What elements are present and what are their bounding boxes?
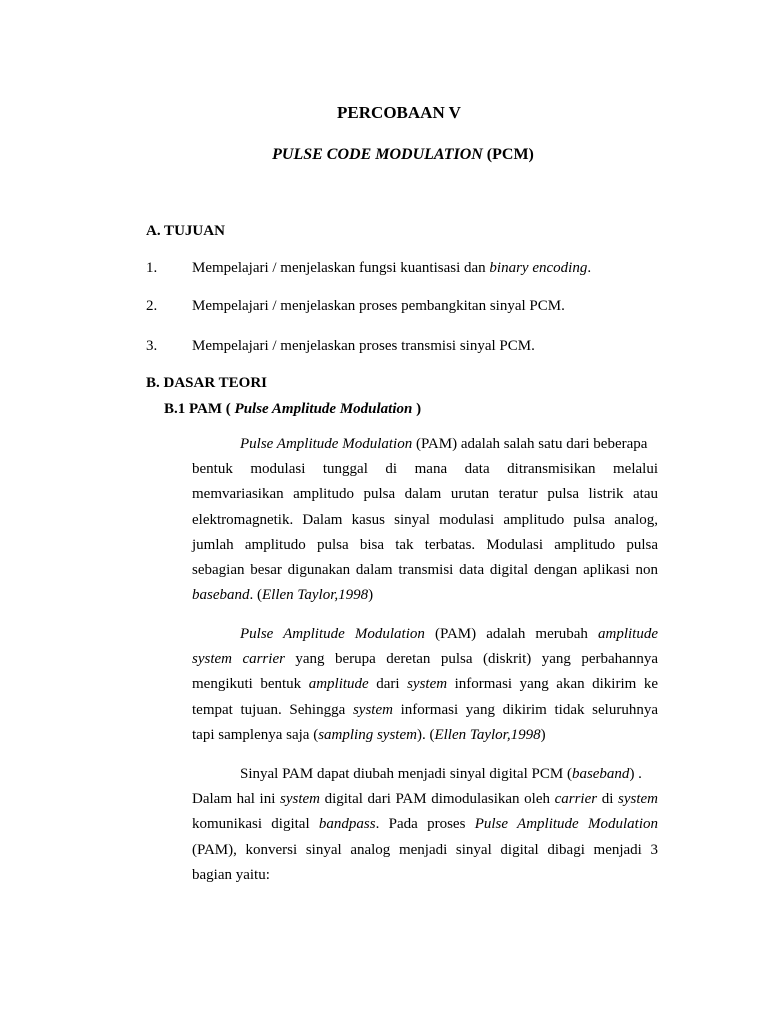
section-b-heading: B. DASAR TEORI — [146, 375, 268, 391]
line-text: tempat tujuan. Sehingga — [192, 701, 353, 718]
list-number: 1. — [146, 260, 158, 276]
list-item-text: Mempelajari / menjelaskan fungsi kuantisasi dan — [192, 260, 490, 276]
list-item: Mempelajari / menjelaskan proses pembangkitan sinyal PCM. — [192, 298, 565, 314]
italic-term: Pulse Amplitude Modulation — [240, 436, 413, 452]
line-text: informasi yang akan dikirim ke — [447, 676, 658, 693]
subsection-pre: B.1 PAM ( — [164, 401, 235, 417]
line-text: Sinyal PAM dapat diubah menjadi sinyal digital PCM ( — [240, 766, 572, 782]
list-item-end: . — [587, 260, 592, 276]
italic-term: system — [618, 791, 658, 808]
paragraph-line — [192, 812, 658, 837]
section-a-heading: A. TUJUAN — [146, 223, 225, 239]
line-text: Dalam hal ini — [192, 791, 280, 808]
subsection-heading — [164, 401, 421, 418]
italic-term: system — [407, 676, 448, 693]
list-item — [192, 260, 591, 277]
paragraph-line — [192, 647, 658, 672]
paragraph-line — [192, 723, 658, 748]
italic-term: system carrier — [192, 651, 285, 668]
line-text: komunikasi digital — [192, 816, 319, 833]
italic-term: Pulse Amplitude Modulation — [240, 626, 425, 642]
paragraph-line: elektromagnetik. Dalam kasus sinyal modulasi amplitudo pulsa analog, — [192, 511, 658, 528]
page-subtitle — [0, 146, 768, 164]
list-number: 3. — [146, 338, 158, 354]
italic-term: bandpass — [318, 816, 376, 833]
paragraph-line: bagian yaitu: — [192, 866, 270, 883]
italic-term: system — [352, 701, 393, 718]
italic-term: amplitude — [308, 676, 369, 693]
paragraph-pam-2 — [192, 622, 658, 748]
line-text: tapi samplenya saja ( — [192, 726, 319, 743]
paragraph-line: (PAM), konversi sinyal analog menjadi sinyal digital dibagi menjadi 3 — [192, 841, 658, 858]
subtitle-rest: (PCM) — [486, 146, 534, 163]
paragraph-pam-1 — [192, 432, 658, 608]
citation: Ellen Taylor,1998 — [262, 587, 369, 604]
italic-term: baseband — [571, 766, 630, 782]
line-text: di — [597, 791, 618, 808]
citation: Ellen Taylor,1998 — [434, 726, 541, 743]
line-text: ) — [540, 726, 546, 743]
italic-term: Pulse Amplitude Modulation — [474, 816, 658, 833]
subsection-italic: Pulse Amplitude Modulation — [234, 401, 413, 417]
list-number: 2. — [146, 298, 158, 314]
paragraph-line — [192, 787, 658, 812]
paragraph-pam-3 — [192, 762, 658, 888]
line-text: ) . — [629, 766, 642, 782]
line-text: dari — [368, 676, 408, 693]
line-text: ). ( — [416, 726, 435, 743]
line-text: digital dari PAM dimodulasikan oleh — [319, 791, 555, 808]
line-text: mengikuti bentuk — [192, 676, 309, 693]
list-item: Mempelajari / menjelaskan proses transmisi sinyal PCM. — [192, 338, 535, 354]
paragraph-line — [192, 698, 658, 723]
paragraph-line — [192, 583, 658, 608]
page-title: PERCOBAAN V — [337, 103, 461, 122]
subtitle-italic: PULSE CODE MODULATION — [272, 146, 483, 163]
line-text: ) — [368, 587, 374, 604]
paragraph-line: bentuk modulasi tunggal di mana data ditransmisikan melalui — [192, 461, 658, 478]
paragraph-line — [192, 672, 658, 697]
italic-term: carrier — [554, 791, 598, 808]
paragraph-line: sebagian besar digunakan dalam transmisi data digital dengan aplikasi non — [192, 561, 658, 578]
italic-term: sampling system — [318, 726, 417, 743]
line-text: (PAM) adalah salah satu dari beberapa — [412, 436, 648, 452]
paragraph-line — [192, 432, 658, 457]
italic-term: system — [279, 791, 320, 808]
line-text: (PAM) adalah merubah — [424, 626, 598, 642]
italic-term: amplitude — [598, 626, 658, 642]
line-text: informasi yang dikirim tidak seluruhnya — [392, 701, 658, 718]
line-text: . ( — [249, 587, 262, 604]
paragraph-line — [192, 622, 658, 647]
line-text: yang berupa deretan pulsa (diskrit) yang perbahannya — [284, 651, 658, 668]
paragraph-line — [192, 762, 658, 787]
subsection-post: ) — [412, 401, 422, 417]
paragraph-line: jumlah amplitudo pulsa bisa tak terbatas. Modulasi amplitudo pulsa — [192, 536, 658, 553]
list-item-italic: binary encoding — [489, 260, 588, 276]
italic-term: baseband — [192, 587, 250, 604]
paragraph-line: memvariasikan amplitudo pulsa dalam urutan teratur pulsa listrik atau — [192, 486, 658, 503]
line-text: . Pada proses — [375, 816, 475, 833]
